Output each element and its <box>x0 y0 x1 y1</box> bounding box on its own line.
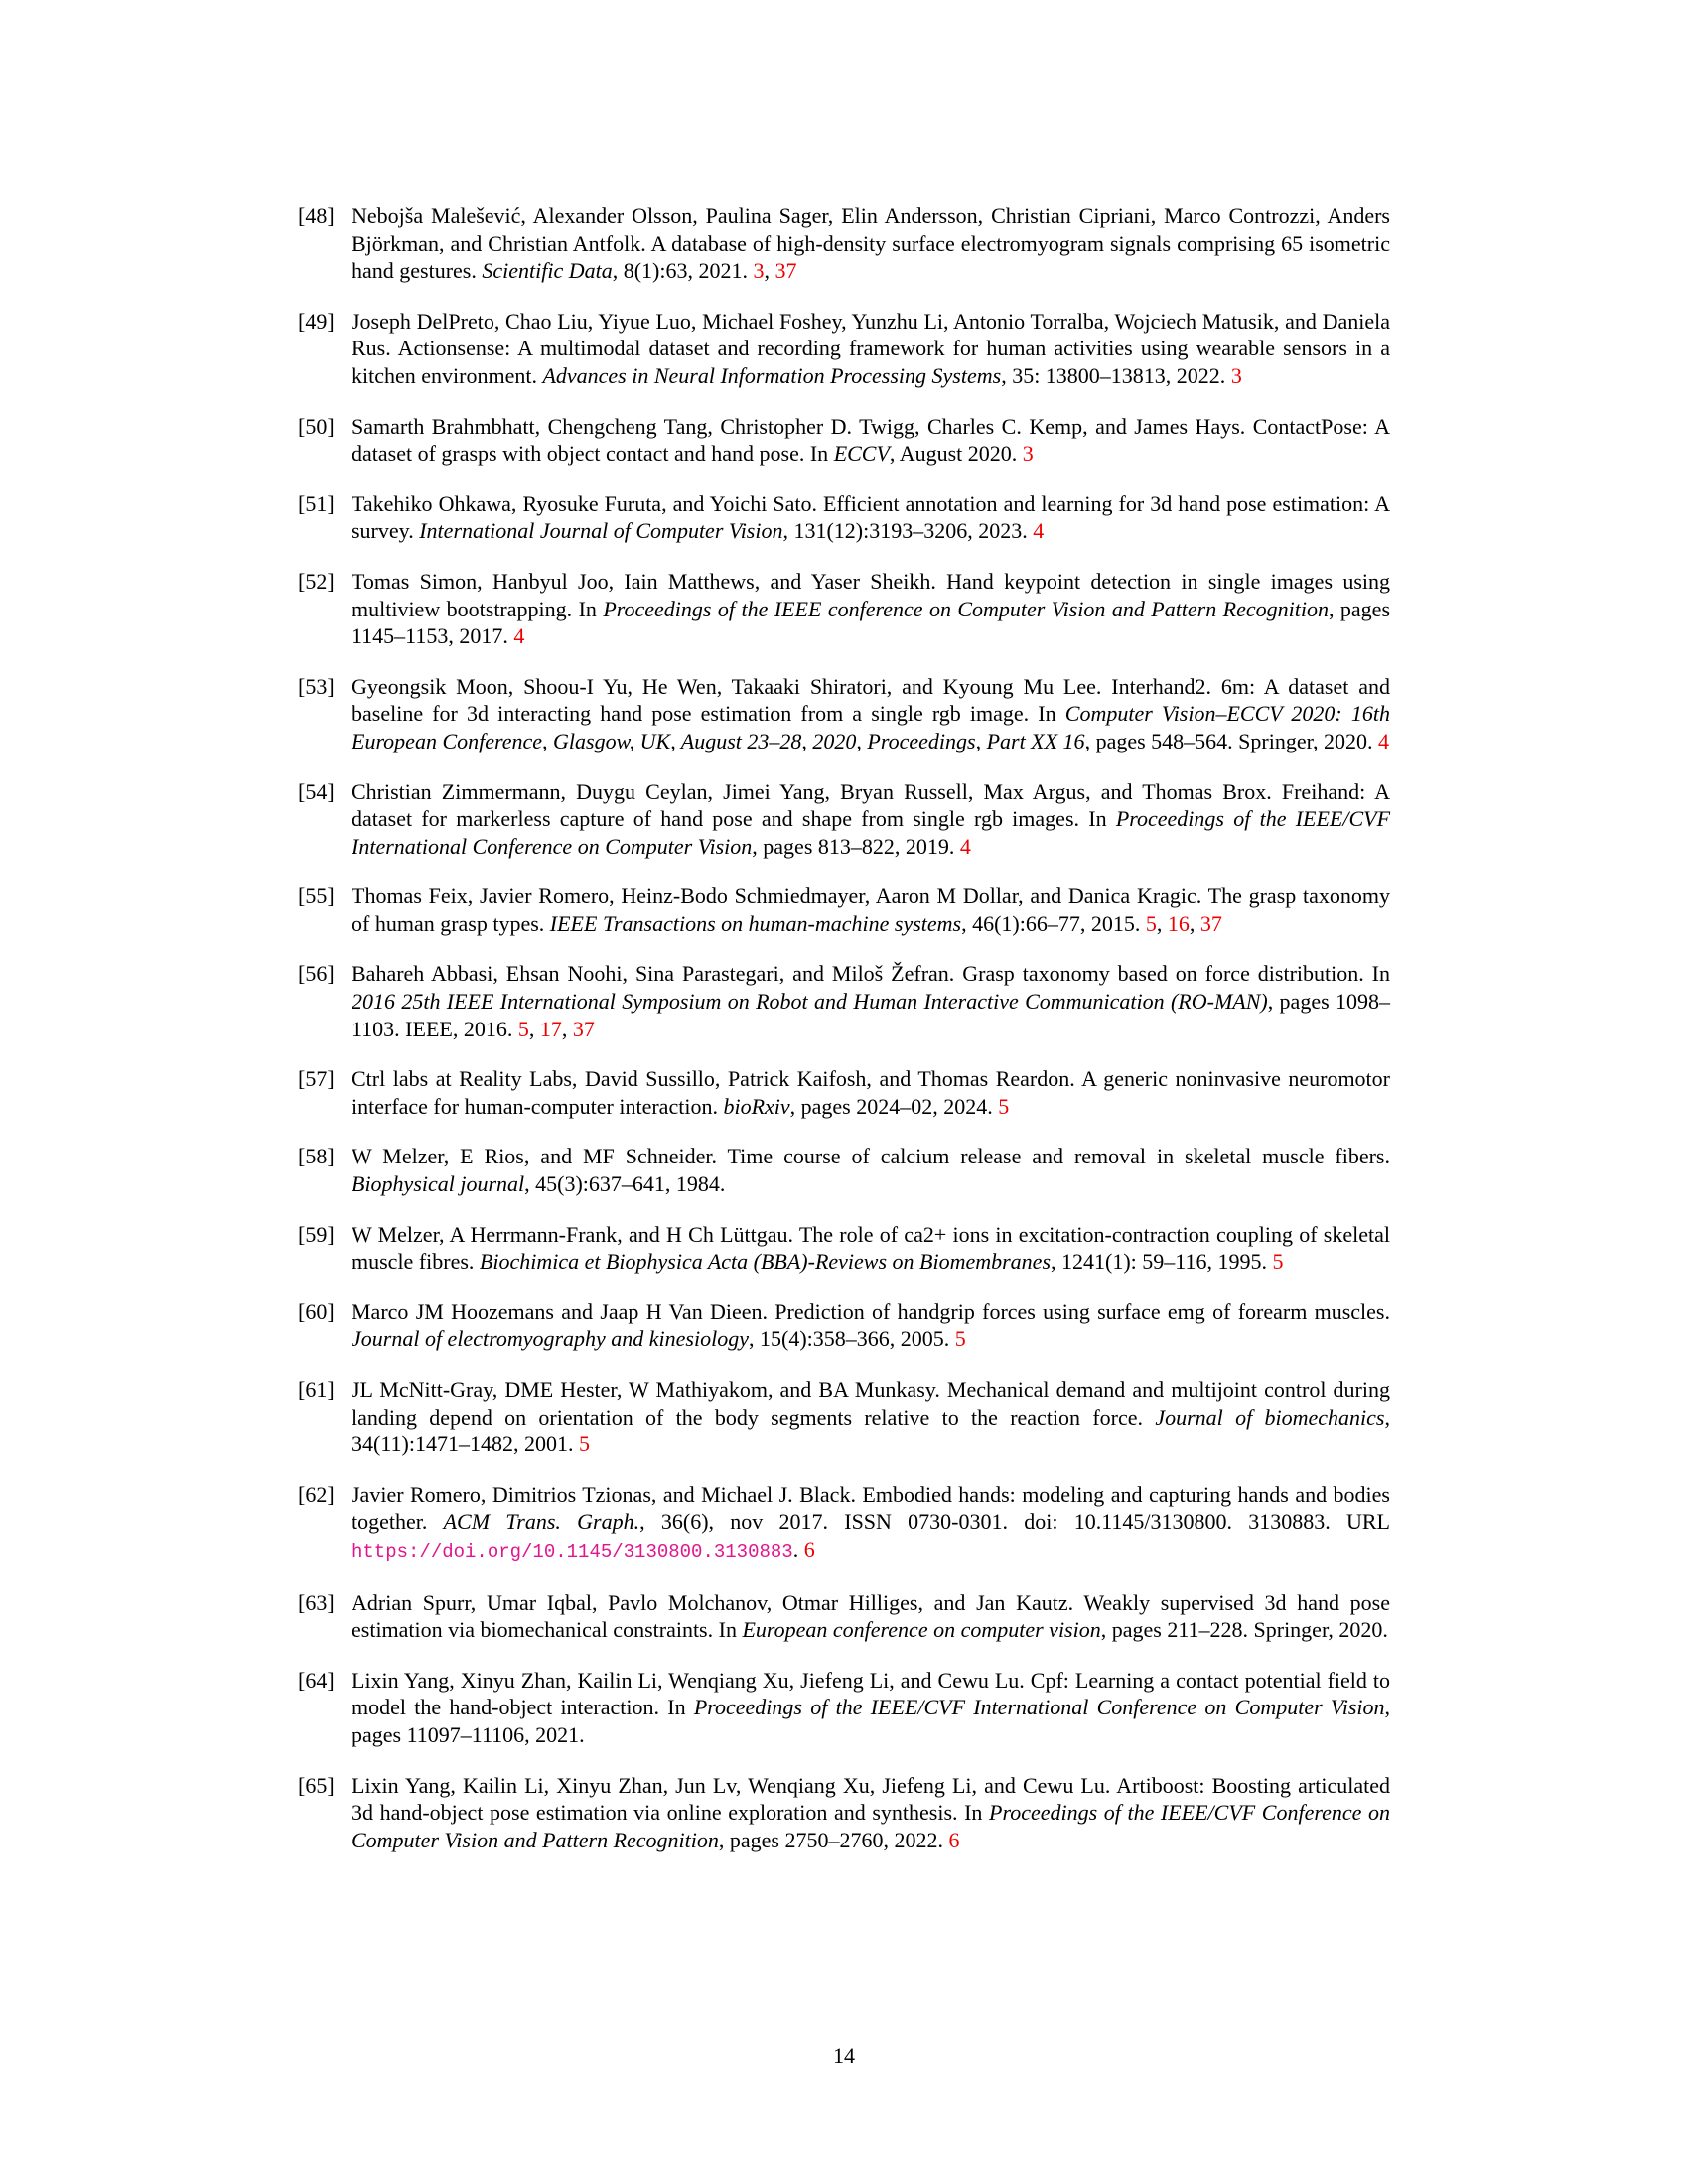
reference-entry <box>298 778 1390 861</box>
reference-body <box>352 309 1390 388</box>
reference-authors-title: Thomas Feix, Javier Romero, Heinz-Bodo Schmiedmayer, Aaron M Dollar, and Danica Kragic. The grasp taxonomy of human grasp types. <box>352 884 1390 936</box>
reference-details: , August 2020. <box>889 441 1023 467</box>
reference-body <box>352 1299 1390 1352</box>
reference-body <box>352 1144 1390 1196</box>
reference-list <box>298 203 1390 1876</box>
reference-authors-title: Gyeongsik Moon, Shoou-I Yu, He Wen, Takaaki Shiratori, and Kyoung Mu Lee. Interhand2. 6m: A dataset and baseline for 3d interacting hand pose estimation from a single rgb image. In <box>352 673 1390 727</box>
reference-body <box>352 1668 1390 1747</box>
reference-venue: Proceedings of the IEEE/CVF International Conference on Computer Vision <box>693 1695 1385 1720</box>
reference-entry <box>298 568 1390 650</box>
reference-authors-title: Joseph DelPreto, Chao Liu, Yiyue Luo, Michael Foshey, Yunzhu Li, Antonio Torralba, Wojciech Matusik, and Daniela Rus. Actionsense: A multimodal dataset and recording framework for human activities using wearable sensors in a kitchen environment. <box>352 308 1390 388</box>
reference-details: , 45(3):637–641, 1984. <box>524 1171 726 1197</box>
reference-authors-title: Tomas Simon, Hanbyul Joo, Iain Matthews, and Yaser Sheikh. Hand keypoint detection in single images using multiview bootstrapping. In <box>352 568 1390 621</box>
reference-details: , 34(11):1471–1482, 2001. <box>352 1404 1390 1457</box>
reference-details: , 8(1):63, 2021. <box>612 258 754 284</box>
reference-number: [53] <box>298 673 335 699</box>
back-reference-page-link[interactable]: 17 <box>539 1016 562 1041</box>
reference-details: , pages 211–228. Springer, 2020. <box>1100 1617 1388 1643</box>
reference-body <box>352 1590 1390 1643</box>
back-reference-page-link[interactable]: 5 <box>998 1093 1010 1119</box>
reference-venue: Advances in Neural Information Processing Systems <box>542 362 1002 388</box>
reference-venue: European conference on computer vision <box>742 1617 1101 1643</box>
reference-venue: bioRxiv <box>723 1093 790 1119</box>
reference-authors-title: Lixin Yang, Xinyu Zhan, Kailin Li, Wenqiang Xu, Jiefeng Li, and Cewu Lu. Cpf: Learning a contact potential field to model the hand-object interaction. In <box>352 1667 1390 1720</box>
back-reference-page-link[interactable]: 5 <box>954 1326 966 1352</box>
back-reference-page-link[interactable]: 4 <box>1378 728 1390 753</box>
citation-separator: , <box>764 258 775 284</box>
reference-venue: Biochimica et Biophysica Acta (BBA)-Reviews on Biomembranes <box>479 1249 1051 1275</box>
reference-number: [64] <box>298 1667 335 1693</box>
reference-details: , 15(4):358–366, 2005. <box>749 1326 955 1352</box>
page-number: 14 <box>833 2043 855 2068</box>
reference-authors-title: Samarth Brahmbhatt, Chengcheng Tang, Christopher D. Twigg, Charles C. Kemp, and James Hays. ContactPose: A dataset of grasps with object contact and hand pose. In <box>352 413 1390 467</box>
back-reference-page-link[interactable]: 5 <box>517 1016 529 1041</box>
reference-venue: ECCV <box>833 441 890 467</box>
back-reference-page-link[interactable]: 6 <box>948 1827 960 1852</box>
citation-separator: , <box>1156 910 1168 936</box>
reference-entry <box>298 960 1390 1042</box>
reference-number: [60] <box>298 1298 335 1324</box>
reference-entry <box>298 883 1390 937</box>
back-reference-page-link[interactable]: 37 <box>572 1016 595 1041</box>
citation-separator: , <box>1189 910 1200 936</box>
reference-venue: Computer Vision–ECCV 2020: 16th European Conference, Glasgow, UK, August 23–28, 2020, Proceedings, Part XX 16 <box>352 701 1390 753</box>
reference-authors-title: Bahareh Abbasi, Ehsan Noohi, Sina Parastegari, and Miloš Žefran. Grasp taxonomy based on force distribution. In <box>352 961 1390 987</box>
reference-authors-title: Takehiko Ohkawa, Ryosuke Furuta, and Yoichi Sato. Efficient annotation and learning for 3d hand pose estimation: A survey. <box>352 490 1390 544</box>
reference-venue: Proceedings of the IEEE conference on Computer Vision and Pattern Recognition <box>603 596 1329 621</box>
reference-details: , 131(12):3193–3206, 2023. <box>782 518 1034 544</box>
reference-body <box>352 1222 1390 1275</box>
back-reference-page-link[interactable]: 3 <box>1022 441 1034 467</box>
reference-entry <box>298 1589 1390 1644</box>
reference-body <box>352 674 1390 753</box>
back-reference-page-link[interactable]: 3 <box>753 258 765 284</box>
reference-entry <box>298 1481 1390 1567</box>
back-reference-page-link[interactable]: 4 <box>959 833 971 859</box>
reference-url-link[interactable]: https://doi.org/10.1145/3130800.3130883 <box>352 1540 793 1563</box>
reference-entry <box>298 1376 1390 1458</box>
reference-details: , pages 1098–1103. IEEE, 2016. <box>352 989 1390 1041</box>
reference-number: [54] <box>298 778 335 804</box>
reference-details: , pages 813–822, 2019. <box>752 833 960 859</box>
reference-body <box>352 491 1390 544</box>
reference-authors-title: Nebojša Malešević, Alexander Olsson, Paulina Sager, Elin Andersson, Christian Cipriani, Marco Controzzi, Anders Björkman, and Christian Antfolk. A database of high-density surface electromyogram signals comprising 65 isometric hand gestures. <box>352 204 1390 284</box>
back-reference-page-link[interactable]: 5 <box>578 1432 590 1457</box>
back-reference-page-link[interactable]: 4 <box>513 623 525 649</box>
reference-entry <box>298 1221 1390 1276</box>
reference-authors-title: W Melzer, A Herrmann-Frank, and H Ch Lüttgau. The role of ca2+ ions in excitation-contraction coupling of skeletal muscle fibres. <box>352 1221 1390 1275</box>
reference-number: [62] <box>298 1481 335 1507</box>
reference-venue: Journal of biomechanics <box>1155 1404 1385 1430</box>
reference-entry <box>298 673 1390 755</box>
reference-venue: Scientific Data <box>482 258 613 284</box>
reference-venue: Proceedings of the IEEE/CVF Conference on Computer Vision and Pattern Recognition <box>352 1800 1390 1852</box>
reference-number: [51] <box>298 490 335 516</box>
reference-number: [49] <box>298 308 335 334</box>
reference-authors-title: Christian Zimmermann, Duygu Ceylan, Jimei Yang, Bryan Russell, Max Argus, and Thomas Brox. Freihand: A dataset for markerless capture of hand pose and shape from single rgb images. In <box>352 778 1390 832</box>
reference-entry <box>298 308 1390 390</box>
reference-body <box>352 414 1390 467</box>
reference-body <box>352 569 1390 648</box>
back-reference-page-link[interactable]: 6 <box>803 1536 815 1562</box>
reference-entry <box>298 1143 1390 1197</box>
reference-venue: Proceedings of the IEEE/CVF International Conference on Computer Vision <box>352 806 1391 859</box>
reference-number: [56] <box>298 961 335 987</box>
reference-entry <box>298 1667 1390 1749</box>
reference-details: , pages 2750–2760, 2022. <box>718 1827 949 1852</box>
reference-authors-title: Javier Romero, Dimitrios Tzionas, and Michael J. Black. Embodied hands: modeling and capturing hands and bodies together. <box>352 1481 1390 1535</box>
reference-details: , 46(1):66–77, 2015. <box>961 910 1146 936</box>
reference-authors-title: Lixin Yang, Kailin Li, Xinyu Zhan, Jun Lv, Wenqiang Xu, Jiefeng Li, and Cewu Lu. Artiboost: Boosting articulated 3d hand-object pose estimation via online exploration and synthesis. In <box>352 1772 1390 1826</box>
reference-venue: IEEE Transactions on human-machine systems <box>549 910 962 936</box>
back-reference-page-link[interactable]: 5 <box>1145 910 1157 936</box>
citation-separator: , <box>528 1016 540 1041</box>
reference-number: [65] <box>298 1772 335 1798</box>
reference-number: [50] <box>298 413 335 439</box>
reference-entry <box>298 1298 1390 1353</box>
reference-body <box>352 1482 1390 1562</box>
reference-number: [61] <box>298 1377 335 1402</box>
reference-entry <box>298 1772 1390 1854</box>
reference-venue: Biophysical journal <box>352 1171 525 1197</box>
reference-url-suffix: . <box>792 1536 804 1562</box>
reference-authors-title: W Melzer, E Rios, and MF Schneider. Time course of calcium release and removal in skeletal muscle fibers. <box>352 1144 1390 1169</box>
reference-body <box>352 884 1390 936</box>
reference-body <box>352 961 1390 1040</box>
reference-body <box>352 1066 1390 1119</box>
reference-details: , pages 548–564. Springer, 2020. <box>1084 728 1379 753</box>
reference-entry <box>298 203 1390 285</box>
reference-venue: Journal of electromyography and kinesiology <box>352 1326 749 1352</box>
reference-details: , pages 11097–11106, 2021. <box>352 1695 1390 1747</box>
reference-details: , 36(6), nov 2017. ISSN 0730-0301. doi: 10.1145/3130800. 3130883. URL <box>639 1509 1390 1535</box>
reference-details: , 1241(1): 59–116, 1995. <box>1051 1249 1273 1275</box>
back-reference-page-link[interactable]: 4 <box>1033 518 1045 544</box>
reference-number: [58] <box>298 1144 335 1169</box>
reference-authors-title: JL McNitt-Gray, DME Hester, W Mathiyakom, and BA Munkasy. Mechanical demand and multijoint control during landing depend on orientation of the body segments relative to the reaction force. <box>352 1377 1390 1430</box>
reference-details: , pages 2024–02, 2024. <box>789 1093 999 1119</box>
reference-body <box>352 1773 1390 1852</box>
reference-entry <box>298 490 1390 545</box>
citation-separator: , <box>561 1016 573 1041</box>
back-reference-page-link[interactable]: 37 <box>1199 910 1222 936</box>
reference-entry <box>298 413 1390 468</box>
reference-number: [57] <box>298 1066 335 1092</box>
reference-body <box>352 1377 1390 1456</box>
reference-details: , 35: 13800–13813, 2022. <box>1001 362 1231 388</box>
reference-authors-title: Ctrl labs at Reality Labs, David Sussillo, Patrick Kaifosh, and Thomas Reardon. A generic noninvasive neuromotor interface for human-computer interaction. <box>352 1066 1390 1119</box>
back-reference-page-link[interactable]: 3 <box>1230 362 1242 388</box>
reference-authors-title: Marco JM Hoozemans and Jaap H Van Dieen. Prediction of handgrip forces using surface emg of forearm muscles. <box>352 1298 1390 1324</box>
reference-body <box>352 779 1390 859</box>
reference-number: [55] <box>298 884 335 909</box>
back-reference-page-link[interactable]: 16 <box>1167 910 1190 936</box>
reference-number: [52] <box>298 568 335 594</box>
reference-venue: International Journal of Computer Vision <box>419 518 783 544</box>
back-reference-page-link[interactable]: 37 <box>774 258 797 284</box>
reference-details: , pages 1145–1153, 2017. <box>352 596 1391 649</box>
reference-authors-title: Adrian Spurr, Umar Iqbal, Pavlo Molchanov, Otmar Hilliges, and Jan Kautz. Weakly supervised 3d hand pose estimation via biomechanical constraints. In <box>352 1589 1390 1643</box>
reference-entry <box>298 1065 1390 1120</box>
reference-body <box>352 204 1390 283</box>
reference-number: [63] <box>298 1589 335 1615</box>
back-reference-page-link[interactable]: 5 <box>1272 1249 1284 1275</box>
reference-venue: ACM Trans. Graph. <box>443 1509 640 1535</box>
reference-number: [59] <box>298 1221 335 1247</box>
reference-number: [48] <box>298 204 335 228</box>
reference-venue: 2016 25th IEEE International Symposium on Robot and Human Interactive Communication (RO-MAN) <box>352 989 1268 1015</box>
